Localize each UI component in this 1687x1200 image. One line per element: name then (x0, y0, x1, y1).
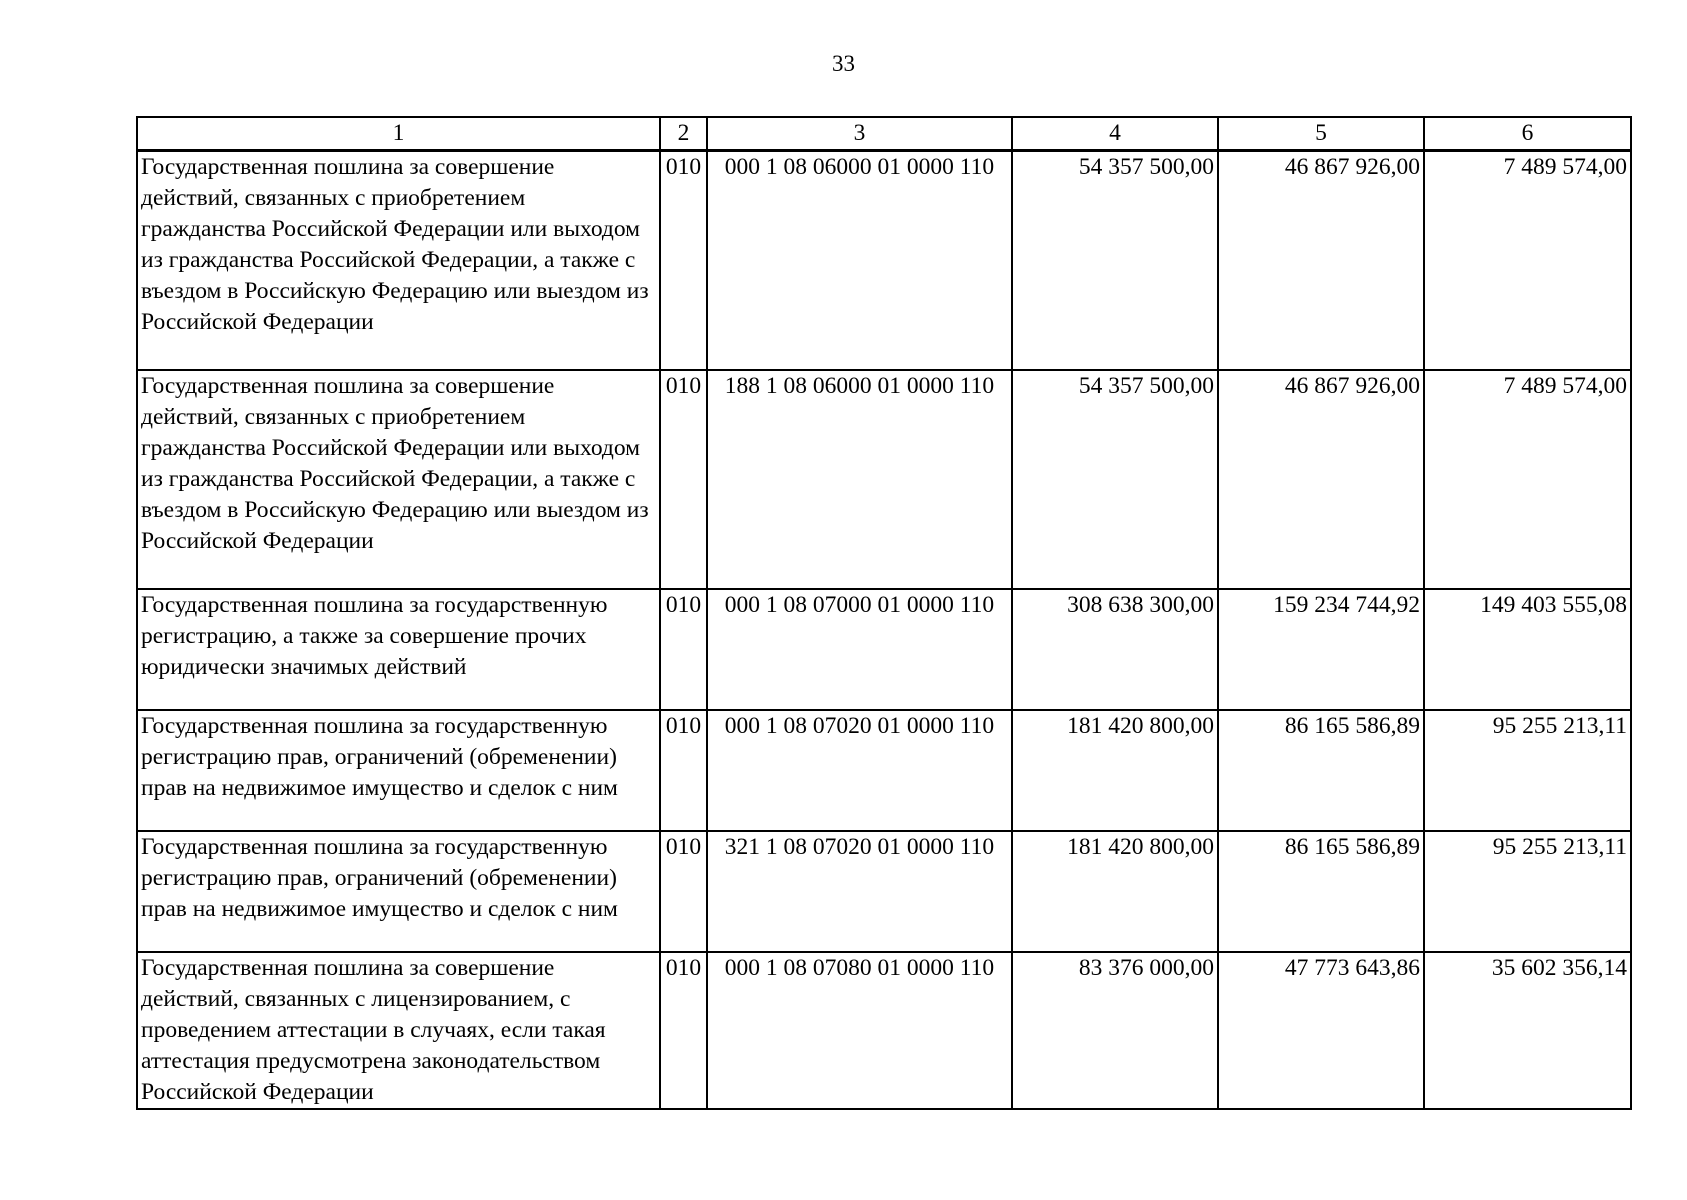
amount-col6-cell: 7 489 574,00 (1424, 370, 1631, 589)
column-header: 6 (1424, 117, 1631, 151)
table-row (137, 952, 1631, 1109)
page-number: 33 (832, 51, 855, 76)
amount-col5-cell: 46 867 926,00 (1218, 370, 1424, 589)
revenue-name-cell: Государственная пошлина за совершение действий, связанных с лицензированием, с проведением аттестации в случаях, если такая аттестация предусмотрена законодательством Российской Федерации (137, 952, 660, 1109)
amount-col5-cell: 159 234 744,92 (1218, 589, 1424, 710)
column-header: 3 (707, 117, 1012, 151)
revenue-name-cell: Государственная пошлина за государственную регистрацию прав, ограничений (обременении) прав на недвижимое имущество и сделок с ним (137, 710, 660, 831)
line-code-cell: 010 (660, 952, 707, 1109)
revenue-table (136, 116, 1632, 1110)
line-code-cell: 010 (660, 370, 707, 589)
budget-classification-code-cell: 000 1 08 06000 01 0000 110 (707, 151, 1012, 371)
column-header: 4 (1012, 117, 1218, 151)
amount-col4-cell: 54 357 500,00 (1012, 151, 1218, 371)
line-code-cell: 010 (660, 151, 707, 371)
table-row (137, 370, 1631, 589)
column-header: 2 (660, 117, 707, 151)
amount-col4-cell: 83 376 000,00 (1012, 952, 1218, 1109)
table-row (137, 151, 1631, 371)
revenue-name-cell: Государственная пошлина за совершение действий, связанных с приобретением гражданства Российской Федерации или выходом из гражданства Российской Федерации, а также с въездом в Российскую Федерацию или выездом из Российской Федерации (137, 151, 660, 371)
table-row (137, 831, 1631, 952)
table-header-row (137, 117, 1631, 151)
amount-col6-cell: 95 255 213,11 (1424, 831, 1631, 952)
line-code-cell: 010 (660, 831, 707, 952)
amount-col5-cell: 86 165 586,89 (1218, 710, 1424, 831)
budget-classification-code-cell: 188 1 08 06000 01 0000 110 (707, 370, 1012, 589)
amount-col6-cell: 7 489 574,00 (1424, 151, 1631, 371)
table-row (137, 710, 1631, 831)
revenue-name-cell: Государственная пошлина за государственную регистрацию прав, ограничений (обременении) прав на недвижимое имущество и сделок с ним (137, 831, 660, 952)
column-header: 1 (137, 117, 660, 151)
column-header: 5 (1218, 117, 1424, 151)
line-code-cell: 010 (660, 710, 707, 831)
budget-classification-code-cell: 000 1 08 07080 01 0000 110 (707, 952, 1012, 1109)
amount-col4-cell: 54 357 500,00 (1012, 370, 1218, 589)
amount-col6-cell: 95 255 213,11 (1424, 710, 1631, 831)
amount-col5-cell: 46 867 926,00 (1218, 151, 1424, 371)
amount-col4-cell: 181 420 800,00 (1012, 831, 1218, 952)
amount-col5-cell: 47 773 643,86 (1218, 952, 1424, 1109)
amount-col6-cell: 35 602 356,14 (1424, 952, 1631, 1109)
table-row (137, 589, 1631, 710)
budget-classification-code-cell: 000 1 08 07020 01 0000 110 (707, 710, 1012, 831)
budget-classification-code-cell: 321 1 08 07020 01 0000 110 (707, 831, 1012, 952)
amount-col4-cell: 181 420 800,00 (1012, 710, 1218, 831)
amount-col4-cell: 308 638 300,00 (1012, 589, 1218, 710)
amount-col6-cell: 149 403 555,08 (1424, 589, 1631, 710)
revenue-name-cell: Государственная пошлина за государственную регистрацию, а также за совершение прочих юридически значимых действий (137, 589, 660, 710)
revenue-name-cell: Государственная пошлина за совершение действий, связанных с приобретением гражданства Российской Федерации или выходом из гражданства Российской Федерации, а также с въездом в Российскую Федерацию или выездом из Российской Федерации (137, 370, 660, 589)
budget-classification-code-cell: 000 1 08 07000 01 0000 110 (707, 589, 1012, 710)
line-code-cell: 010 (660, 589, 707, 710)
amount-col5-cell: 86 165 586,89 (1218, 831, 1424, 952)
